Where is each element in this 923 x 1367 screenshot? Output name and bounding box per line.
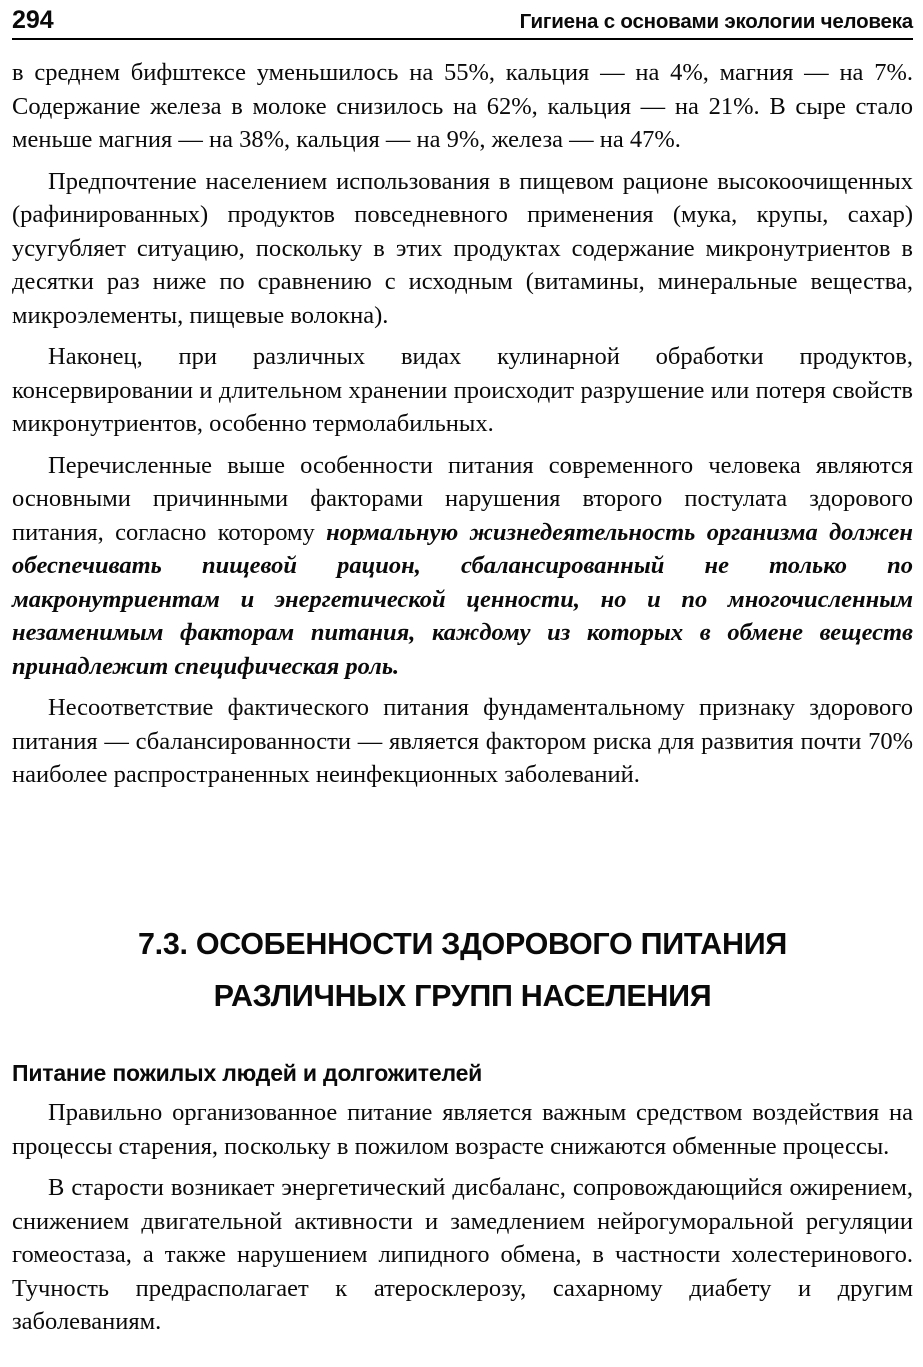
paragraph-energy-imbalance: В старости возникает энергетический дисбаланс, сопровождающийся ожирением, снижением двигательной активности и замедлением нейрогуморальной регуляции гомеостаза, а также нарушением липидного обмена, в частности холестеринового. Тучность предрасполагает к атеросклерозу, сахарному диабету и другим заболеваниям. (12, 1174, 913, 1335)
subsection-text (12, 1096, 913, 1347)
paragraph-continued: в среднем бифштексе уменьшилось на 55%, кальция — на 4%, магния — на 7%. Содержание железа в молоке снизилось на 62%, кальция — на 21%. В сыре стало меньше магния — на 38%, кальция — на 9%, железа — на 47%. (12, 59, 913, 153)
running-title: Гигиена с основами экологии человека (519, 10, 913, 33)
section-heading-line-2: РАЗЛИЧНЫХ ГРУПП НАСЕЛЕНИЯ (213, 979, 712, 1013)
page-header (12, 4, 913, 40)
paragraph-refined-products: Предпочтение населением использования в пищевом рационе высокоочищенных (рафинированных) продуктов повседневного применения (мука, крупы, сахар) усугубляет ситуацию, поскольку в этих продуктах содержание микронутриентов в десятки раз ниже по сравнению с исходным (витамины, минеральные вещества, микроэлементы, пищевые волокна). (12, 167, 913, 329)
book-page (12, 0, 913, 1367)
section-heading (12, 918, 913, 1022)
paragraph-second-postulate-start: Перечисленные выше особенности питания современного человека являются основными причинными факторами нарушения второго постулата здорового питания, согласно которому (12, 451, 913, 546)
page-number: 294 (12, 6, 54, 34)
paragraph-aging-nutrition: Правильно организованное питание является важным средством воздействия на процессы старения, поскольку в пожилом возрасте снижаются обменные процессы. (12, 1099, 913, 1160)
main-text (12, 56, 913, 800)
section-heading-line-1: 7.3. ОСОБЕННОСТИ ЗДОРОВОГО ПИТАНИЯ (138, 927, 787, 961)
postulate-definition: нормальную жизнедеятельность организма должен обеспечивать пищевой рацион, сбалансированный не только по макронутриентам и энергетической ценности, но и по многочисленным незаменимым факторам питания, каждому из которых в обмене веществ принадлежит специфическая роль. (12, 518, 913, 680)
paragraph-risk-factor: Несоответствие фактического питания фундаментальному признаку здорового питания — сбалансированности — является фактором риска для развития почти 70% наиболее распространенных неинфекционных заболеваний. (12, 694, 913, 788)
subsection-heading: Питание пожилых людей и долгожителей (12, 1060, 483, 1086)
paragraph-second-postulate (12, 449, 913, 684)
paragraph-cooking-losses: Наконец, при различных видах кулинарной обработки продуктов, консервировании и длительном хранении происходит разрушение или потеря свойств микронутриентов, особенно термолабильных. (12, 343, 913, 437)
